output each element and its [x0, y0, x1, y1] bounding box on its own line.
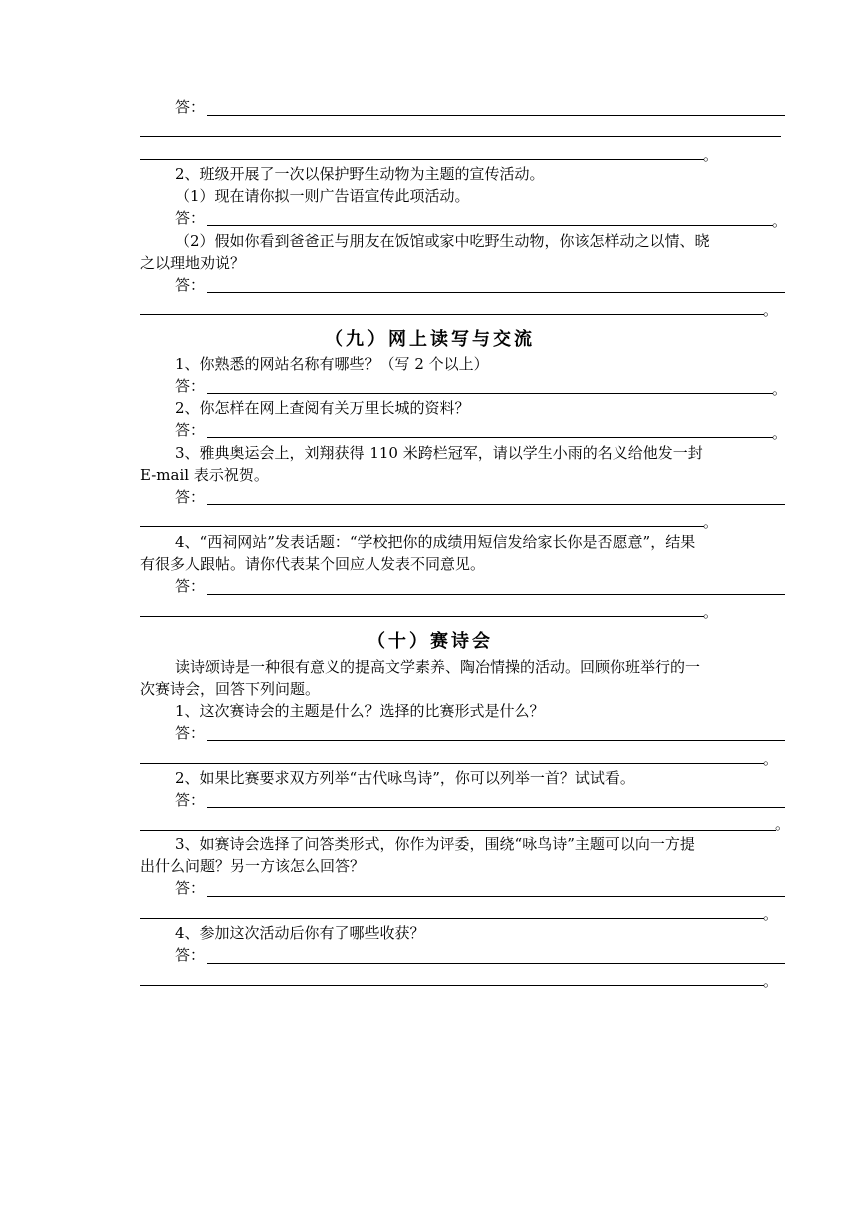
section-title: （九）网上读写与交流 — [325, 329, 535, 350]
answer-label: 答： — [175, 421, 206, 439]
answer-line[interactable] — [140, 526, 704, 527]
answer-line[interactable] — [140, 314, 764, 315]
answer-line[interactable] — [207, 896, 785, 897]
period: 。 — [772, 424, 788, 442]
period: 。 — [703, 603, 719, 621]
answer-line[interactable] — [140, 616, 704, 617]
answer-line[interactable] — [207, 225, 773, 226]
answer-label: 答： — [175, 724, 206, 742]
period: 。 — [772, 212, 788, 230]
question-text: （1）现在请你拟一则广告语宣传此项活动。 — [175, 187, 470, 205]
period: 。 — [763, 750, 779, 768]
period: 。 — [763, 972, 779, 990]
answer-line[interactable] — [140, 159, 704, 160]
question-text: 之以理地劝说？ — [140, 254, 246, 272]
answer-label: 答： — [175, 209, 206, 227]
question-text: 1、这次赛诗会的主题是什么？选择的比赛形式是什么？ — [175, 702, 545, 720]
period: 。 — [763, 301, 779, 319]
answer-line[interactable] — [140, 763, 764, 764]
answer-line[interactable] — [207, 437, 773, 438]
answer-line[interactable] — [207, 115, 785, 116]
question-text: 3、如赛诗会选择了问答类形式，你作为评委，围绕“咏鸟诗”主题可以向一方提 — [175, 835, 695, 853]
answer-line[interactable] — [207, 740, 785, 741]
question-text: 出什么问题？另一方该怎么回答？ — [140, 857, 366, 875]
answer-line[interactable] — [207, 963, 785, 964]
question-text: 有很多人跟帖。请你代表某个回应人发表不同意见。 — [140, 555, 486, 573]
question-text: 2、你怎样在网上查阅有关万里长城的资料？ — [175, 399, 470, 417]
period: 。 — [772, 380, 788, 398]
answer-label: 答： — [175, 488, 206, 506]
question-text: （2）假如你看到爸爸正与朋友在饭馆或家中吃野生动物，你该怎样动之以情、晓 — [175, 232, 710, 250]
period: 。 — [763, 905, 779, 923]
answer-line[interactable] — [140, 136, 781, 137]
answer-line[interactable] — [207, 504, 785, 505]
period: 。 — [775, 815, 791, 833]
period: 。 — [703, 513, 719, 531]
question-text: 4、参加这次活动后你有了哪些收获？ — [175, 924, 425, 942]
answer-label: 答： — [175, 577, 206, 595]
answer-label: 答： — [175, 879, 206, 897]
answer-line[interactable] — [140, 985, 764, 986]
answer-label: 答： — [175, 276, 206, 294]
period: 。 — [703, 146, 719, 164]
question-text: 2、班级开展了一次以保护野生动物为主题的宣传活动。 — [175, 165, 545, 183]
answer-line[interactable] — [207, 594, 785, 595]
answer-line[interactable] — [207, 807, 785, 808]
question-text: 4、“西祠网站”发表话题：“学校把你的成绩用短信发给家长你是否愿意”，结果 — [175, 533, 696, 551]
question-text: 3、雅典奥运会上，刘翔获得 110 米跨栏冠军，请以学生小雨的名义给他发一封 — [175, 444, 703, 462]
answer-line[interactable] — [140, 830, 776, 831]
answer-line[interactable] — [207, 292, 785, 293]
question-text: 2、如果比赛要求双方列举“古代咏鸟诗”，你可以列举一首？试试看。 — [175, 769, 635, 787]
section-title: （十）赛诗会 — [367, 631, 493, 652]
answer-label: 答： — [175, 791, 206, 809]
answer-label: 答： — [175, 377, 206, 395]
intro-text: 次赛诗会，回答下列问题。 — [140, 680, 321, 698]
answer-line[interactable] — [140, 918, 764, 919]
answer-line[interactable] — [207, 393, 773, 394]
question-text: E-mail 表示祝贺。 — [140, 466, 269, 484]
intro-text: 读诗颂诗是一种很有意义的提高文学素养、陶冶情操的活动。回顾你班举行的一 — [175, 658, 701, 676]
question-text: 1、你熟悉的网站名称有哪些？（写 2 个以上） — [175, 355, 489, 373]
answer-label: 答： — [175, 946, 206, 964]
answer-label: 答： — [175, 98, 206, 116]
